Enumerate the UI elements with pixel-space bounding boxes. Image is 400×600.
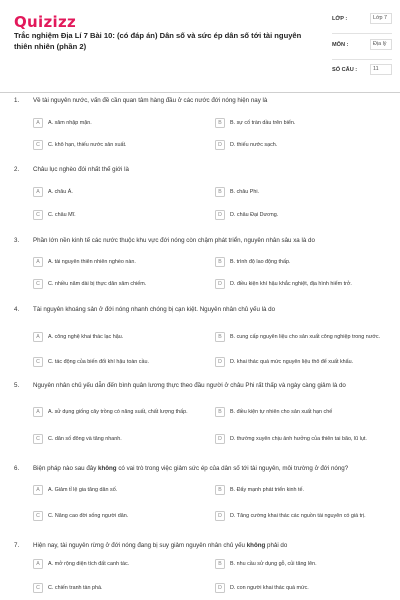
count-value: 11 <box>370 64 392 75</box>
option-text: A. Giảm tỉ lệ gia tăng dân số. <box>48 486 118 493</box>
option-letter-box: D <box>215 511 225 521</box>
option-letter-box: A <box>33 485 43 495</box>
question-number: 5. <box>14 382 20 389</box>
option-text: B. sự cố tràn dầu trên biển. <box>230 119 296 126</box>
option-text: C. nhiều năm dài bị thực dân xâm chiếm. <box>48 280 147 287</box>
option-letter-box: C <box>33 140 43 150</box>
option-b[interactable] <box>215 405 393 419</box>
meta-divider <box>332 59 392 60</box>
option-letter-box: A <box>33 118 43 128</box>
option-text: C. khô hạn, thiếu nước sản xuất. <box>48 141 127 148</box>
option-letter-box: C <box>33 357 43 367</box>
option-text: B. châu Phi. <box>230 188 260 195</box>
option-text: B. nhu cầu sử dụng gỗ, củi tăng lên. <box>230 560 317 567</box>
option-text: D. thiếu nước sạch. <box>230 141 278 148</box>
option-text: D. châu Đại Dương. <box>230 211 279 218</box>
header-divider <box>0 92 400 93</box>
question-number: 7. <box>14 542 20 549</box>
option-b[interactable] <box>215 116 393 130</box>
option-text: C. tác động của biến đổi khí hậu toàn cầu. <box>48 358 149 365</box>
option-letter-box: B <box>215 407 225 417</box>
option-letter-box: A <box>33 187 43 197</box>
option-letter-box: C <box>33 583 43 593</box>
option-letter-box: D <box>215 434 225 444</box>
option-letter-box: D <box>215 357 225 367</box>
option-text: B. trình độ lao động thấp. <box>230 258 291 265</box>
option-c[interactable] <box>33 509 203 523</box>
option-d[interactable] <box>215 208 393 222</box>
question-text: Châu lục nghèo đói nhất thế giới là <box>33 166 129 173</box>
question-text: Về tài nguyên nước, vấn đề cần quan tâm hàng đầu ở các nước đới nóng hiện nay là <box>33 97 268 104</box>
option-letter-box: D <box>215 210 225 220</box>
question-number: 4. <box>14 306 20 313</box>
question-text: Nguyên nhân chủ yếu dẫn đến bình quân lương thực theo đầu người ở châu Phi rất thấp và ngày càng giảm là do <box>33 382 346 389</box>
option-c[interactable] <box>33 355 203 369</box>
option-text: D. khai thác quá mức nguyên liệu thô để xuất khẩu. <box>230 358 354 365</box>
option-text: C. châu Mĩ. <box>48 211 76 218</box>
question-text: Phần lớn nền kinh tế các nước thuộc khu vực đới nóng còn chậm phát triển, nguyên nhân sâu xa là do <box>33 237 315 244</box>
option-text: A. sử dụng giống cây trồng có năng suất, chất lượng thấp. <box>48 408 188 415</box>
option-letter-box: A <box>33 332 43 342</box>
option-text: D. con người khai thác quá mức. <box>230 584 309 591</box>
option-text: A. tài nguyên thiên nhiên nghèo nàn. <box>48 258 136 265</box>
subject-label: MÔN : <box>332 42 349 48</box>
question-number: 3. <box>14 237 20 244</box>
option-letter-box: C <box>33 511 43 521</box>
question-number: 1. <box>14 97 20 104</box>
option-text: B. cung cấp nguyên liệu cho sản xuất công nghiệp trong nước. <box>230 333 381 340</box>
question-text: Hiện nay, tài nguyên rừng ở đới nóng đang bị suy giảm nguyên nhân chủ yếu không phải do <box>33 542 288 549</box>
worksheet-header <box>0 0 400 92</box>
option-text: A. xâm nhập mặn. <box>48 119 92 126</box>
option-text: A. châu Á. <box>48 188 73 195</box>
option-text: D. thường xuyên chịu ảnh hưởng của thiên tai bão, lũ lụt. <box>230 435 367 442</box>
option-letter-box: B <box>215 257 225 267</box>
option-c[interactable] <box>33 277 203 291</box>
question-number: 2. <box>14 166 20 173</box>
option-d[interactable] <box>215 277 393 291</box>
option-text: B. Đẩy mạnh phát triển kinh tế. <box>230 486 305 493</box>
class-value: Lớp 7 <box>370 13 392 24</box>
option-text: B. điều kiện tự nhiên cho sản xuất hạn chế <box>230 408 333 415</box>
count-label: SỐ CÂU : <box>332 67 358 73</box>
question-text: Biện pháp nào sau đây không có vai trò trong việc giảm sức ép của dân số tới tài nguyên, môi trường ở đới nóng? <box>33 465 349 472</box>
option-text: C. dân số đông và tăng nhanh. <box>48 435 122 442</box>
option-a[interactable] <box>33 405 203 419</box>
option-b[interactable] <box>215 483 393 497</box>
question-text: Tài nguyên khoáng sản ở đới nóng nhanh chóng bị cạn kiệt. Nguyên nhân chủ yếu là do <box>33 306 276 313</box>
option-letter-box: C <box>33 210 43 220</box>
option-d[interactable] <box>215 581 393 595</box>
option-c[interactable] <box>33 581 203 595</box>
option-text: C. chiến tranh tàn phá. <box>48 584 103 591</box>
page-title: Trắc nghiệm Địa Lí 7 Bài 10: (có đáp án) Dân số và sức ép dân số tới tài nguyên thiên nhiên (phần 2) <box>14 31 302 51</box>
option-d[interactable] <box>215 509 393 523</box>
option-letter-box: A <box>33 407 43 417</box>
option-letter-box: A <box>33 559 43 569</box>
option-letter-box: D <box>215 583 225 593</box>
option-letter-box: B <box>215 118 225 128</box>
option-a[interactable] <box>33 255 203 269</box>
option-text: D. điều kiện khí hậu khắc nghiệt, địa hình hiểm trở. <box>230 280 352 287</box>
option-letter-box: A <box>33 257 43 267</box>
option-d[interactable] <box>215 432 393 446</box>
option-b[interactable] <box>215 185 393 199</box>
option-b[interactable] <box>215 557 393 571</box>
option-a[interactable] <box>33 116 203 130</box>
option-letter-box: B <box>215 485 225 495</box>
option-a[interactable] <box>33 483 203 497</box>
option-b[interactable] <box>215 255 393 269</box>
option-letter-box: B <box>215 559 225 569</box>
option-text: C. Nâng cao đời sống người dân. <box>48 512 129 519</box>
option-letter-box: C <box>33 279 43 289</box>
option-letter-box: C <box>33 434 43 444</box>
option-a[interactable] <box>33 185 203 199</box>
option-letter-box: D <box>215 279 225 289</box>
option-a[interactable] <box>33 330 203 344</box>
option-letter-box: B <box>215 332 225 342</box>
subject-value: Địa lý <box>370 39 392 50</box>
option-d[interactable] <box>215 355 393 369</box>
question-number: 6. <box>14 465 20 472</box>
option-c[interactable] <box>33 432 203 446</box>
option-text: A. mở rộng diện tích đất canh tác. <box>48 560 130 567</box>
option-letter-box: D <box>215 140 225 150</box>
class-label: LỚP : <box>332 16 348 22</box>
meta-divider <box>332 33 392 34</box>
option-c[interactable] <box>33 138 203 152</box>
option-c[interactable] <box>33 208 203 222</box>
option-text: A. công nghệ khai thác lạc hậu. <box>48 333 124 340</box>
option-a[interactable] <box>33 557 203 571</box>
option-b[interactable] <box>215 330 393 344</box>
option-d[interactable] <box>215 138 393 152</box>
option-letter-box: B <box>215 187 225 197</box>
option-text: D. Tăng cường khai thác các nguồn tài nguyên có giá trị. <box>230 512 366 519</box>
quizizz-logo[interactable]: Quizizz <box>14 13 77 31</box>
